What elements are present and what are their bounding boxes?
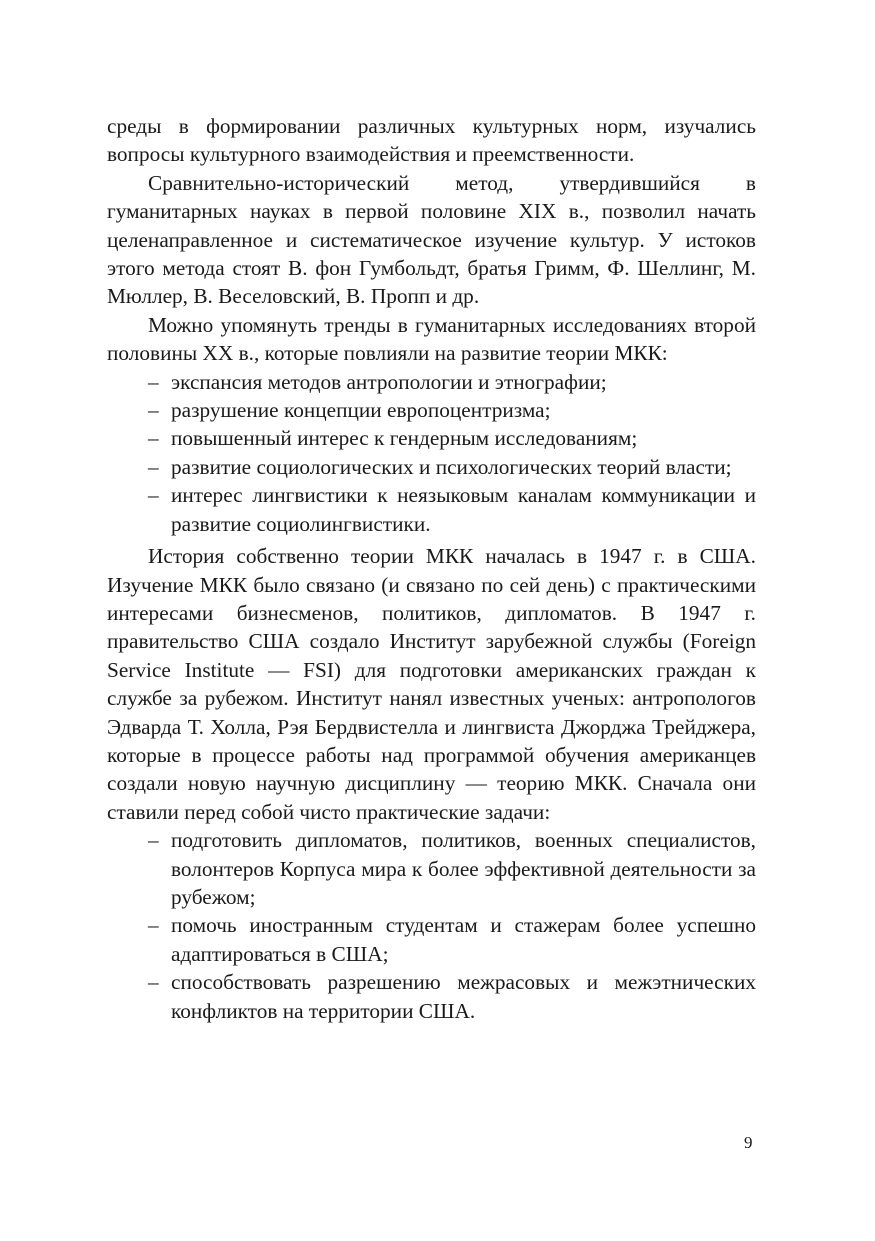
list-item [148,826,756,911]
list-item-text: интерес лингвистики к неязыковым каналам коммуникации и развитие социолингвистики. [171,483,756,536]
dash-mark: – [148,369,159,394]
trends-list [107,368,756,538]
list-item-text: развитие социологических и психологических теорий власти; [171,454,732,479]
dash-mark: – [148,483,159,508]
dash-mark: – [148,398,159,423]
tasks-list [107,826,756,1025]
dash-mark: – [148,970,159,995]
list-item-text: экспансия методов антропологии и этнографии; [171,369,607,394]
list-item [148,968,756,1025]
dash-mark: – [148,426,159,451]
page-text [107,112,756,1025]
page-number: 9 [744,1133,753,1152]
dash-mark: – [148,913,159,938]
paragraph-comparative-method: Сравнительно-исторический метод, утвердившийся в гуманитарных науках в первой половине XIX в., позволил начать целенаправленное и систематическое изучение культур. У истоков этого метода стоят В. фон Гумбольдт, братья Гримм, Ф. Шеллинг, М. Мюллер, В. Веселовский, В. Пропп и др. [107,170,756,309]
list-item [148,911,756,968]
list-item [148,424,756,452]
dash-mark: – [148,454,159,479]
list-item [148,481,756,538]
paragraph-history: История собственно теории МКК началась в 1947 г. в США. Изучение МКК было связано (и связано по сей день) с практическими интересами бизнесменов, политиков, дипломатов. В 1947 г. правительство США создало Институт зарубежной службы (Foreign Service Institute — FSI) для подготовки американских граждан к службе за рубежом. Институт нанял известных ученых: антропологов Эдварда Т. Холла, Рэя Бердвистелла и лингвиста Джорджа Трейджера, которые в процессе работы над программой обучения американцев создали новую научную дисциплину — теорию МКК. Сначала они ставили перед собой чисто практические задачи: [107,544,756,824]
list-item [148,453,756,481]
list-item-text: разрушение концепции европоцентризма; [171,398,551,423]
list-item-text: подготовить дипломатов, политиков, военных специалистов, волонтеров Корпуса мира к более эффективной деятельности за рубежом; [171,828,756,909]
list-item-text: повышенный интерес к гендерным исследованиям; [171,426,638,451]
dash-mark: – [148,828,159,853]
paragraph-trends-intro: Можно упомянуть тренды в гуманитарных исследованиях второй половины XX в., которые повлияли на развитие теории МКК: [107,312,756,366]
list-item [148,368,756,396]
paragraph-continuation: среды в формировании различных культурных норм, изучались вопросы культурного взаимодействия и преемственности. [107,114,756,167]
list-item-text: способствовать разрешению межрасовых и межэтнических конфликтов на территории США. [171,970,756,1023]
list-item [148,396,756,424]
list-item-text: помочь иностранным студентам и стажерам более успешно адаптироваться в США; [171,913,756,966]
